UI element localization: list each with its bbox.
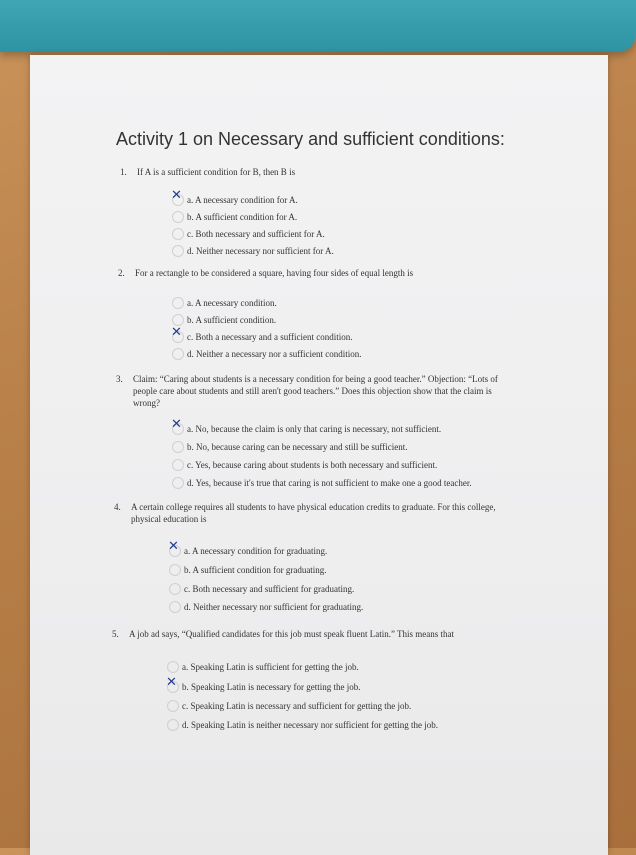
question-text: A certain college requires all students to have physical education credits to graduate. For this college, physical education is — [131, 502, 496, 524]
question-text: For a rectangle to be considered a square, having four sides of equal length is — [135, 268, 414, 278]
question-text: If A is a sufficient condition for B, then B is — [137, 167, 296, 177]
option-label: d. Neither a necessary nor a sufficient condition. — [187, 349, 362, 359]
x-mark-icon: ✕ — [171, 188, 182, 203]
option-label: a. No, because the claim is only that caring is necessary, not sufficient. — [187, 424, 442, 434]
radio-circle-icon[interactable] — [172, 348, 184, 360]
page-title: Activity 1 on Necessary and sufficient conditions: — [116, 129, 505, 149]
option-label: d. Speaking Latin is neither necessary nor sufficient for getting the job. — [182, 720, 439, 730]
option-label: c. Yes, because caring about students is both necessary and sufficient. — [187, 460, 438, 470]
x-mark-icon: ✕ — [168, 539, 179, 554]
radio-circle-icon[interactable] — [172, 211, 184, 223]
x-mark-icon: ✕ — [166, 675, 177, 690]
option-label: c. Speaking Latin is necessary and sufficient for getting the job. — [182, 701, 412, 711]
x-mark-icon: ✕ — [171, 325, 182, 340]
question-number: 5. — [112, 629, 119, 639]
option-label: d. Neither necessary nor sufficient for graduating. — [184, 602, 364, 612]
option-label: b. A sufficient condition for A. — [187, 212, 298, 222]
x-mark-icon: ✕ — [171, 417, 182, 432]
option-label: b. A sufficient condition for graduating. — [184, 565, 327, 575]
radio-circle-icon[interactable] — [167, 661, 179, 673]
option-label: c. Both a necessary and a sufficient condition. — [187, 332, 353, 342]
option-label: a. A necessary condition for A. — [187, 195, 298, 205]
worksheet-page — [30, 55, 608, 855]
radio-circle-icon[interactable] — [172, 459, 184, 471]
question-number: 3. — [116, 374, 123, 384]
option-label: d. Yes, because it's true that caring is not sufficient to make one a good teacher. — [187, 478, 472, 488]
option-label: b. Speaking Latin is necessary for getting the job. — [182, 682, 361, 692]
option-label: a. A necessary condition. — [187, 298, 277, 308]
option-label: c. Both necessary and sufficient for A. — [187, 229, 325, 239]
radio-circle-icon[interactable] — [169, 583, 181, 595]
option-label: a. Speaking Latin is sufficient for getting the job. — [182, 662, 359, 672]
question-text: Claim: “Caring about students is a necessary condition for being a good teacher.” Objection: “Lots of people care about students and still aren't good teachers.” Does this objection show that the claim is wrong? — [133, 374, 498, 408]
radio-circle-icon[interactable] — [172, 245, 184, 257]
option-label: a. A necessary condition for graduating. — [184, 546, 328, 556]
radio-circle-icon[interactable] — [167, 719, 179, 731]
option-label: d. Neither necessary nor sufficient for A. — [187, 246, 334, 256]
option-label: c. Both necessary and sufficient for graduating. — [184, 584, 355, 594]
radio-circle-icon[interactable] — [172, 441, 184, 453]
radio-circle-icon[interactable] — [172, 477, 184, 489]
option-label: b. A sufficient condition. — [187, 315, 277, 325]
question-number: 4. — [114, 502, 121, 512]
question-number: 1. — [120, 167, 127, 177]
question-number: 2. — [118, 268, 125, 278]
radio-circle-icon[interactable] — [172, 297, 184, 309]
option-label: b. No, because caring can be necessary and still be sufficient. — [187, 442, 408, 452]
radio-circle-icon[interactable] — [169, 601, 181, 613]
radio-circle-icon[interactable] — [167, 700, 179, 712]
question-text: A job ad says, “Qualified candidates for this job must speak fluent Latin.” This means that — [129, 629, 455, 639]
radio-circle-icon[interactable] — [172, 228, 184, 240]
teal-binder — [0, 0, 636, 52]
radio-circle-icon[interactable] — [169, 564, 181, 576]
